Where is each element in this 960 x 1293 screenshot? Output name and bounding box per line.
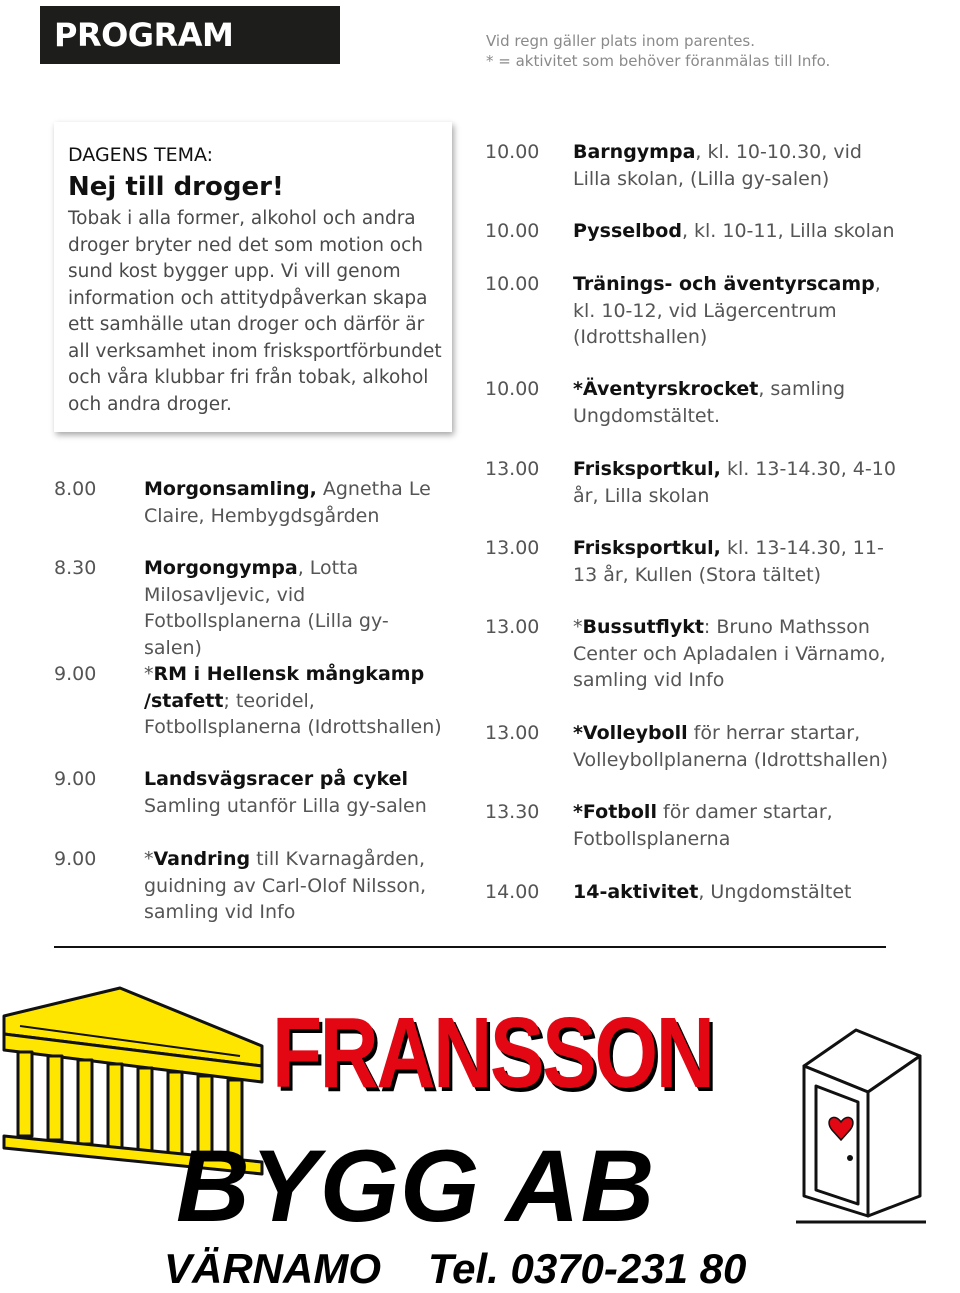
schedule-time: 13.00 xyxy=(485,722,540,744)
schedule-time: 13.00 xyxy=(485,616,540,638)
schedule-time: 13.00 xyxy=(485,537,540,559)
schedule-item xyxy=(485,456,915,510)
schedule-desc: Morgongympa, Lotta Milosavljevic, vid Fotbollsplanerna (Lilla gy-salen) xyxy=(144,557,389,659)
schedule-desc: *RM i Hellensk mångkamp /stafett; teoridel, Fotbollsplanerna (Idrottshallen) xyxy=(144,663,442,738)
schedule-item xyxy=(485,879,915,907)
divider xyxy=(54,946,886,948)
schedule-desc: Morgonsamling, Agnetha Le Claire, Hembygdsgården xyxy=(144,478,431,527)
activity-name: Frisksportkul, xyxy=(573,458,721,480)
activity-name: RM i Hellensk mångkamp /stafett xyxy=(144,663,425,712)
schedule-item xyxy=(485,139,915,193)
schedule-item xyxy=(485,720,915,774)
activity-name: 14-aktivitet xyxy=(573,881,699,903)
schedule-desc: Tränings- och äventyrscamp, kl. 10-12, vid Lägercentrum (Idrottshallen) xyxy=(573,273,881,348)
schedule-item xyxy=(485,799,915,853)
schedule-desc: Frisksportkul, kl. 13-14.30, 11-13 år, Kullen (Stora tältet) xyxy=(573,537,884,586)
schedule-time: 8.30 xyxy=(54,557,97,579)
company-name: BYGG AB xyxy=(176,1129,656,1243)
theme-body: Tobak i alla former, alkohol och andra droger bryter ned det som motion och sund kost bygger upp. Vi vill genom information och attitydpåverkan skapa ett samhälle utan droger och därför är all verksamhet inom frisksportförbundet och våra klubbar fri från tobak, alkohol och andra droger. xyxy=(68,208,442,415)
schedule-item xyxy=(54,846,454,926)
schedule-time: 9.00 xyxy=(54,848,97,870)
activity-name: Landsvägsracer på cykel xyxy=(144,768,409,790)
outhouse-icon xyxy=(796,1026,926,1226)
schedule-item xyxy=(485,271,915,351)
page-title: PROGRAM xyxy=(54,16,234,54)
theme-heading: Nej till droger! xyxy=(68,172,284,202)
schedule-desc: *Äventyrskrocket, samling Ungdomstältet. xyxy=(573,378,846,427)
activity-name: Frisksportkul, xyxy=(573,537,721,559)
activity-name: Tränings- och äventyrscamp xyxy=(573,273,875,295)
activity-name: Bussutflykt xyxy=(582,616,704,638)
schedule-item xyxy=(54,476,454,530)
activity-name: Pysselbod xyxy=(573,220,682,242)
schedule-item xyxy=(54,766,454,820)
activity-name: *Fotboll xyxy=(573,801,657,823)
schedule-time: 13.00 xyxy=(485,458,540,480)
schedule-time: 14.00 xyxy=(485,881,540,903)
schedule-desc: 14-aktivitet, Ungdomstältet xyxy=(573,881,852,903)
schedule-desc: Frisksportkul, kl. 13-14.30, 4-10 år, Lilla skolan xyxy=(573,458,896,507)
activity-name: *Volleyboll xyxy=(573,722,688,744)
company-phone: Tel. 0370-231 80 xyxy=(428,1245,747,1292)
schedule-desc: *Vandring till Kvarnagården, guidning av Carl-Olof Nilsson, samling vid Info xyxy=(144,848,427,923)
schedule-time: 10.00 xyxy=(485,378,540,400)
schedule-item xyxy=(485,535,915,589)
theme-label: DAGENS TEMA: xyxy=(68,144,214,166)
schedule-item xyxy=(485,376,915,430)
schedule-time: 8.00 xyxy=(54,478,97,500)
header-banner xyxy=(40,6,340,64)
activity-name: Morgonsamling, xyxy=(144,478,317,500)
activity-name: Vandring xyxy=(153,848,251,870)
schedule-time: 10.00 xyxy=(485,141,540,163)
registration-note: * = aktivitet som behöver föranmälas till Info. xyxy=(486,52,831,70)
rain-note: Vid regn gäller plats inom parentes. xyxy=(486,32,756,50)
activity-name: *Äventyrskrocket xyxy=(573,378,759,400)
schedule-desc: *Fotboll för damer startar, Fotbollsplanerna xyxy=(573,801,833,850)
schedule-time: 10.00 xyxy=(485,220,540,242)
schedule-time: 9.00 xyxy=(54,768,97,790)
schedule-desc: Pysselbod, kl. 10-11, Lilla skolan xyxy=(573,220,895,242)
schedule-desc: *Bussutflykt: Bruno Mathsson Center och Apladalen i Värnamo, samling vid Info xyxy=(573,616,886,691)
schedule-item xyxy=(485,218,915,246)
schedule-item xyxy=(485,614,915,694)
brand-name: FRANSSON xyxy=(272,997,713,1109)
schedule-item xyxy=(54,661,454,741)
schedule-time: 10.00 xyxy=(485,273,540,295)
schedule-item xyxy=(54,555,454,659)
activity-name: Barngympa xyxy=(573,141,696,163)
company-city: VÄRNAMO xyxy=(164,1245,381,1292)
theme-card xyxy=(54,122,452,432)
schedule-time: 13.30 xyxy=(485,801,540,823)
schedule-time: 9.00 xyxy=(54,663,97,685)
activity-name: Morgongympa xyxy=(144,557,298,579)
schedule-desc: Barngympa, kl. 10-10.30, vid Lilla skolan, (Lilla gy-salen) xyxy=(573,141,862,190)
schedule-desc: *Volleyboll för herrar startar, Volleybollplanerna (Idrottshallen) xyxy=(573,722,889,771)
schedule-desc: Landsvägsracer på cykel Samling utanför Lilla gy-salen xyxy=(144,768,427,817)
